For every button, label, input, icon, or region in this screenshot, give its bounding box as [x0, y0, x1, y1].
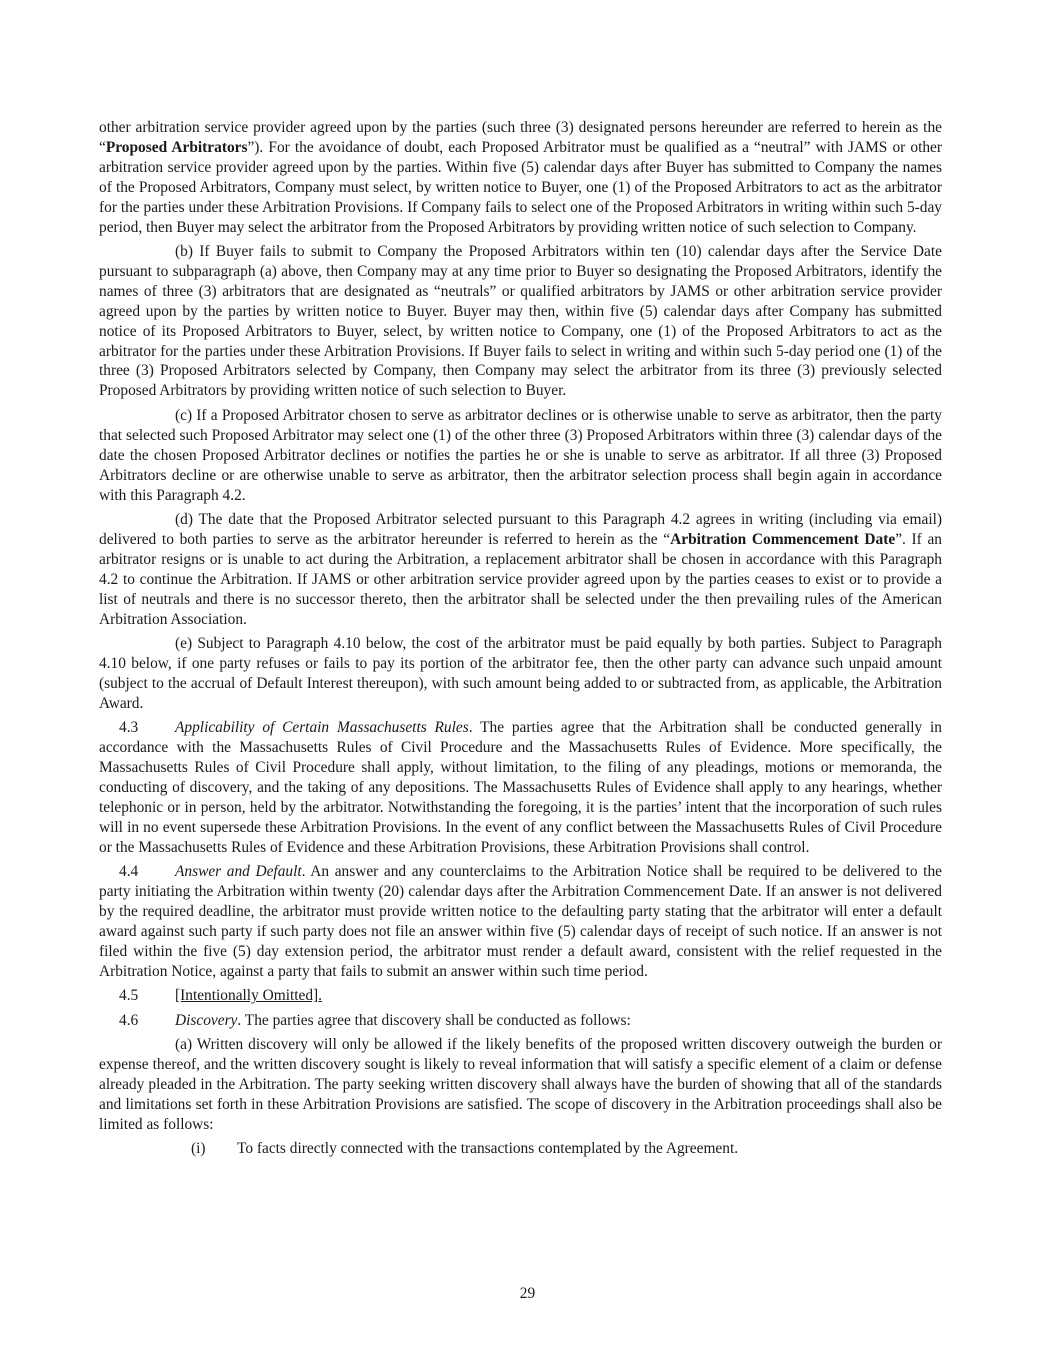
paragraph-d [99, 510, 942, 629]
section-4-5 [99, 986, 942, 1006]
page-number: 29 [519, 1285, 536, 1302]
text: (d) The date that the Proposed Arbitrator selected pursuant to this Paragraph 4.2 agrees in writing (including via email) delivered to both parties to serve as the arbitrator hereunder is referred to herein as the “ [99, 511, 942, 548]
section-number: 4.5 [119, 987, 139, 1005]
section-heading: Applicability of Certain Massachusetts Rules [175, 719, 469, 737]
section-text: . An answer and any counterclaims to the Arbitration Notice shall be required to be delivered to the party initiating the Arbitration within twenty (20) calendar days after the Arbitration Commencement Date. If an answer is not delivered by the required deadline, the arbitrator must provide written notice to the defaulting party stating that the arbitrator will enter a default award against such party if such party does not file an answer within five (5) calendar days of receipt of such notice. If an answer is not filed within the five (5) day extension period, the arbitrator must render a default award, consistent with the relief requested in the Arbitration Notice, against a party that fails to submit an answer within such time period. [99, 863, 942, 980]
list-item-i [99, 1139, 942, 1159]
paragraph-proposed-arbitrators [99, 118, 942, 237]
section-text: . The parties agree that the Arbitration shall be conducted generally in accordance with the Massachusetts Rules of Civil Procedure and the Massachusetts Rules of Evidence. More specifically, the Massachusetts Rules of Civil Procedure shall apply, without limitation, to the filing of any pleadings, motions or memoranda, the conducting of discovery, and the taking of any depositions. The Massachusetts Rules of Evidence shall apply to any hearings, whether telephonic or in person, held by the arbitrator. Notwithstanding the foregoing, it is the parties’ intent that the incorporation of such rules will in no event supersede these Arbitration Provisions. In the event of any conflict between the Massachusetts Rules of Civil Procedure or the Massachusetts Rules of Evidence and these Arbitration Provisions, these Arbitration Provisions shall control. [99, 719, 943, 856]
list-item-text: To facts directly connected with the transactions contemplated by the Agreement. [237, 1140, 739, 1158]
defined-term: Arbitration Commencement Date [670, 530, 896, 548]
section-heading: Discovery [175, 1011, 238, 1029]
section-number: 4.6 [119, 1011, 139, 1029]
section-text: . The parties agree that discovery shall be conducted as follows: [237, 1011, 631, 1029]
text: ”). For the avoidance of doubt, each Proposed Arbitrator must be qualified as a “neutral” with JAMS or other arbitration service provider agreed upon by the parties. Within five (5) calendar days after Buyer has submitted to Company the names of the Proposed Arbitrators, Company must select, by written notice to Buyer, one (1) of the Proposed Arbitrators to act as the arbitrator for the parties under these Arbitration Provisions. If Company fails to select one of the Proposed Arbitrators in writing within such 5-day period, then Buyer may select the arbitrator from the Proposed Arbitrators by providing written notice of such selection to Company. [99, 138, 943, 236]
list-item-number: (i) [191, 1140, 206, 1158]
section-4-6 [99, 1011, 942, 1031]
section-number: 4.3 [119, 719, 139, 737]
section-text: [Intentionally Omitted]. [175, 987, 323, 1005]
section-heading: Answer and Default [175, 863, 302, 881]
paragraph-c: (c) If a Proposed Arbitrator chosen to serve as arbitrator declines or is otherwise unable to serve as arbitrator, then the party that selected such Proposed Arbitrator may select one (1) of the other three (3) Proposed Arbitrators within three (3) calendar days of the date the chosen Proposed Arbitrator declines or notifies the parties he or she is unable to serve as arbitrator. If all three (3) Proposed Arbitrators decline or are otherwise unable to serve as arbitrator, then the arbitrator selection process shall begin again in accordance with this Paragraph 4.2. [99, 406, 942, 504]
section-number: 4.4 [119, 863, 139, 881]
defined-term: Proposed Arbitrators [105, 138, 248, 156]
document-page [99, 118, 942, 1164]
text: ”. If an arbitrator resigns or is unable to act during the Arbitration, a replacement arbitrator shall be chosen in accordance with this Paragraph 4.2 to continue the Arbitration. If JAMS or other arbitration service provider agreed upon by the parties ceases to exist or to provide a list of neutrals and there is no successor thereto, then the arbitrator shall be selected under the then prevailing rules of the American Arbitration Association. [99, 530, 942, 628]
paragraph-discovery-a: (a) Written discovery will only be allowed if the likely benefits of the proposed written discovery outweigh the burden or expense thereof, and the written discovery sought is likely to reveal information that will satisfy a specific element of a claim or defense already pleaded in the Arbitration. The party seeking written discovery shall always have the burden of showing that all of the standards and limitations set forth in these Arbitration Provisions are satisfied. The scope of discovery in the Arbitration proceedings shall also be limited as follows: [99, 1036, 942, 1133]
section-4-4 [99, 862, 942, 981]
text: other arbitration service provider agreed upon by the parties (such three (3) designated persons hereunder are referred to herein as the “ [99, 119, 942, 156]
section-4-3 [99, 718, 942, 857]
paragraph-b: (b) If Buyer fails to submit to Company the Proposed Arbitrators within ten (10) calendar days after the Service Date pursuant to subparagraph (a) above, then Company may at any time prior to Buyer so designating the Proposed Arbitrators, identify the names of three (3) arbitrators that are designated as “neutrals” or qualified arbitrators by JAMS or other arbitration service provider agreed upon by the parties by written notice to Buyer. Buyer may then, within five (5) calendar days after Company has submitted notice of its Proposed Arbitrators to Buyer, select, by written notice to Company, one (1) of the Proposed Arbitrators to act as the arbitrator for the parties under these Arbitration Provisions. If Buyer fails to select in writing and within such 5-day period one (1) of the three (3) Proposed Arbitrators selected by Company, then Company may select the arbitrator from its three (3) previously selected Proposed Arbitrators by providing written notice of such selection to Buyer. [99, 243, 942, 400]
paragraph-e: (e) Subject to Paragraph 4.10 below, the cost of the arbitrator must be paid equally by both parties. Subject to Paragraph 4.10 below, if one party refuses or fails to pay its portion of the arbitrator fee, then the other party can advance such unpaid amount (subject to the accrual of Default Interest thereupon), with such amount being added to or subtracted from, as applicable, the Arbitration Award. [99, 635, 942, 712]
